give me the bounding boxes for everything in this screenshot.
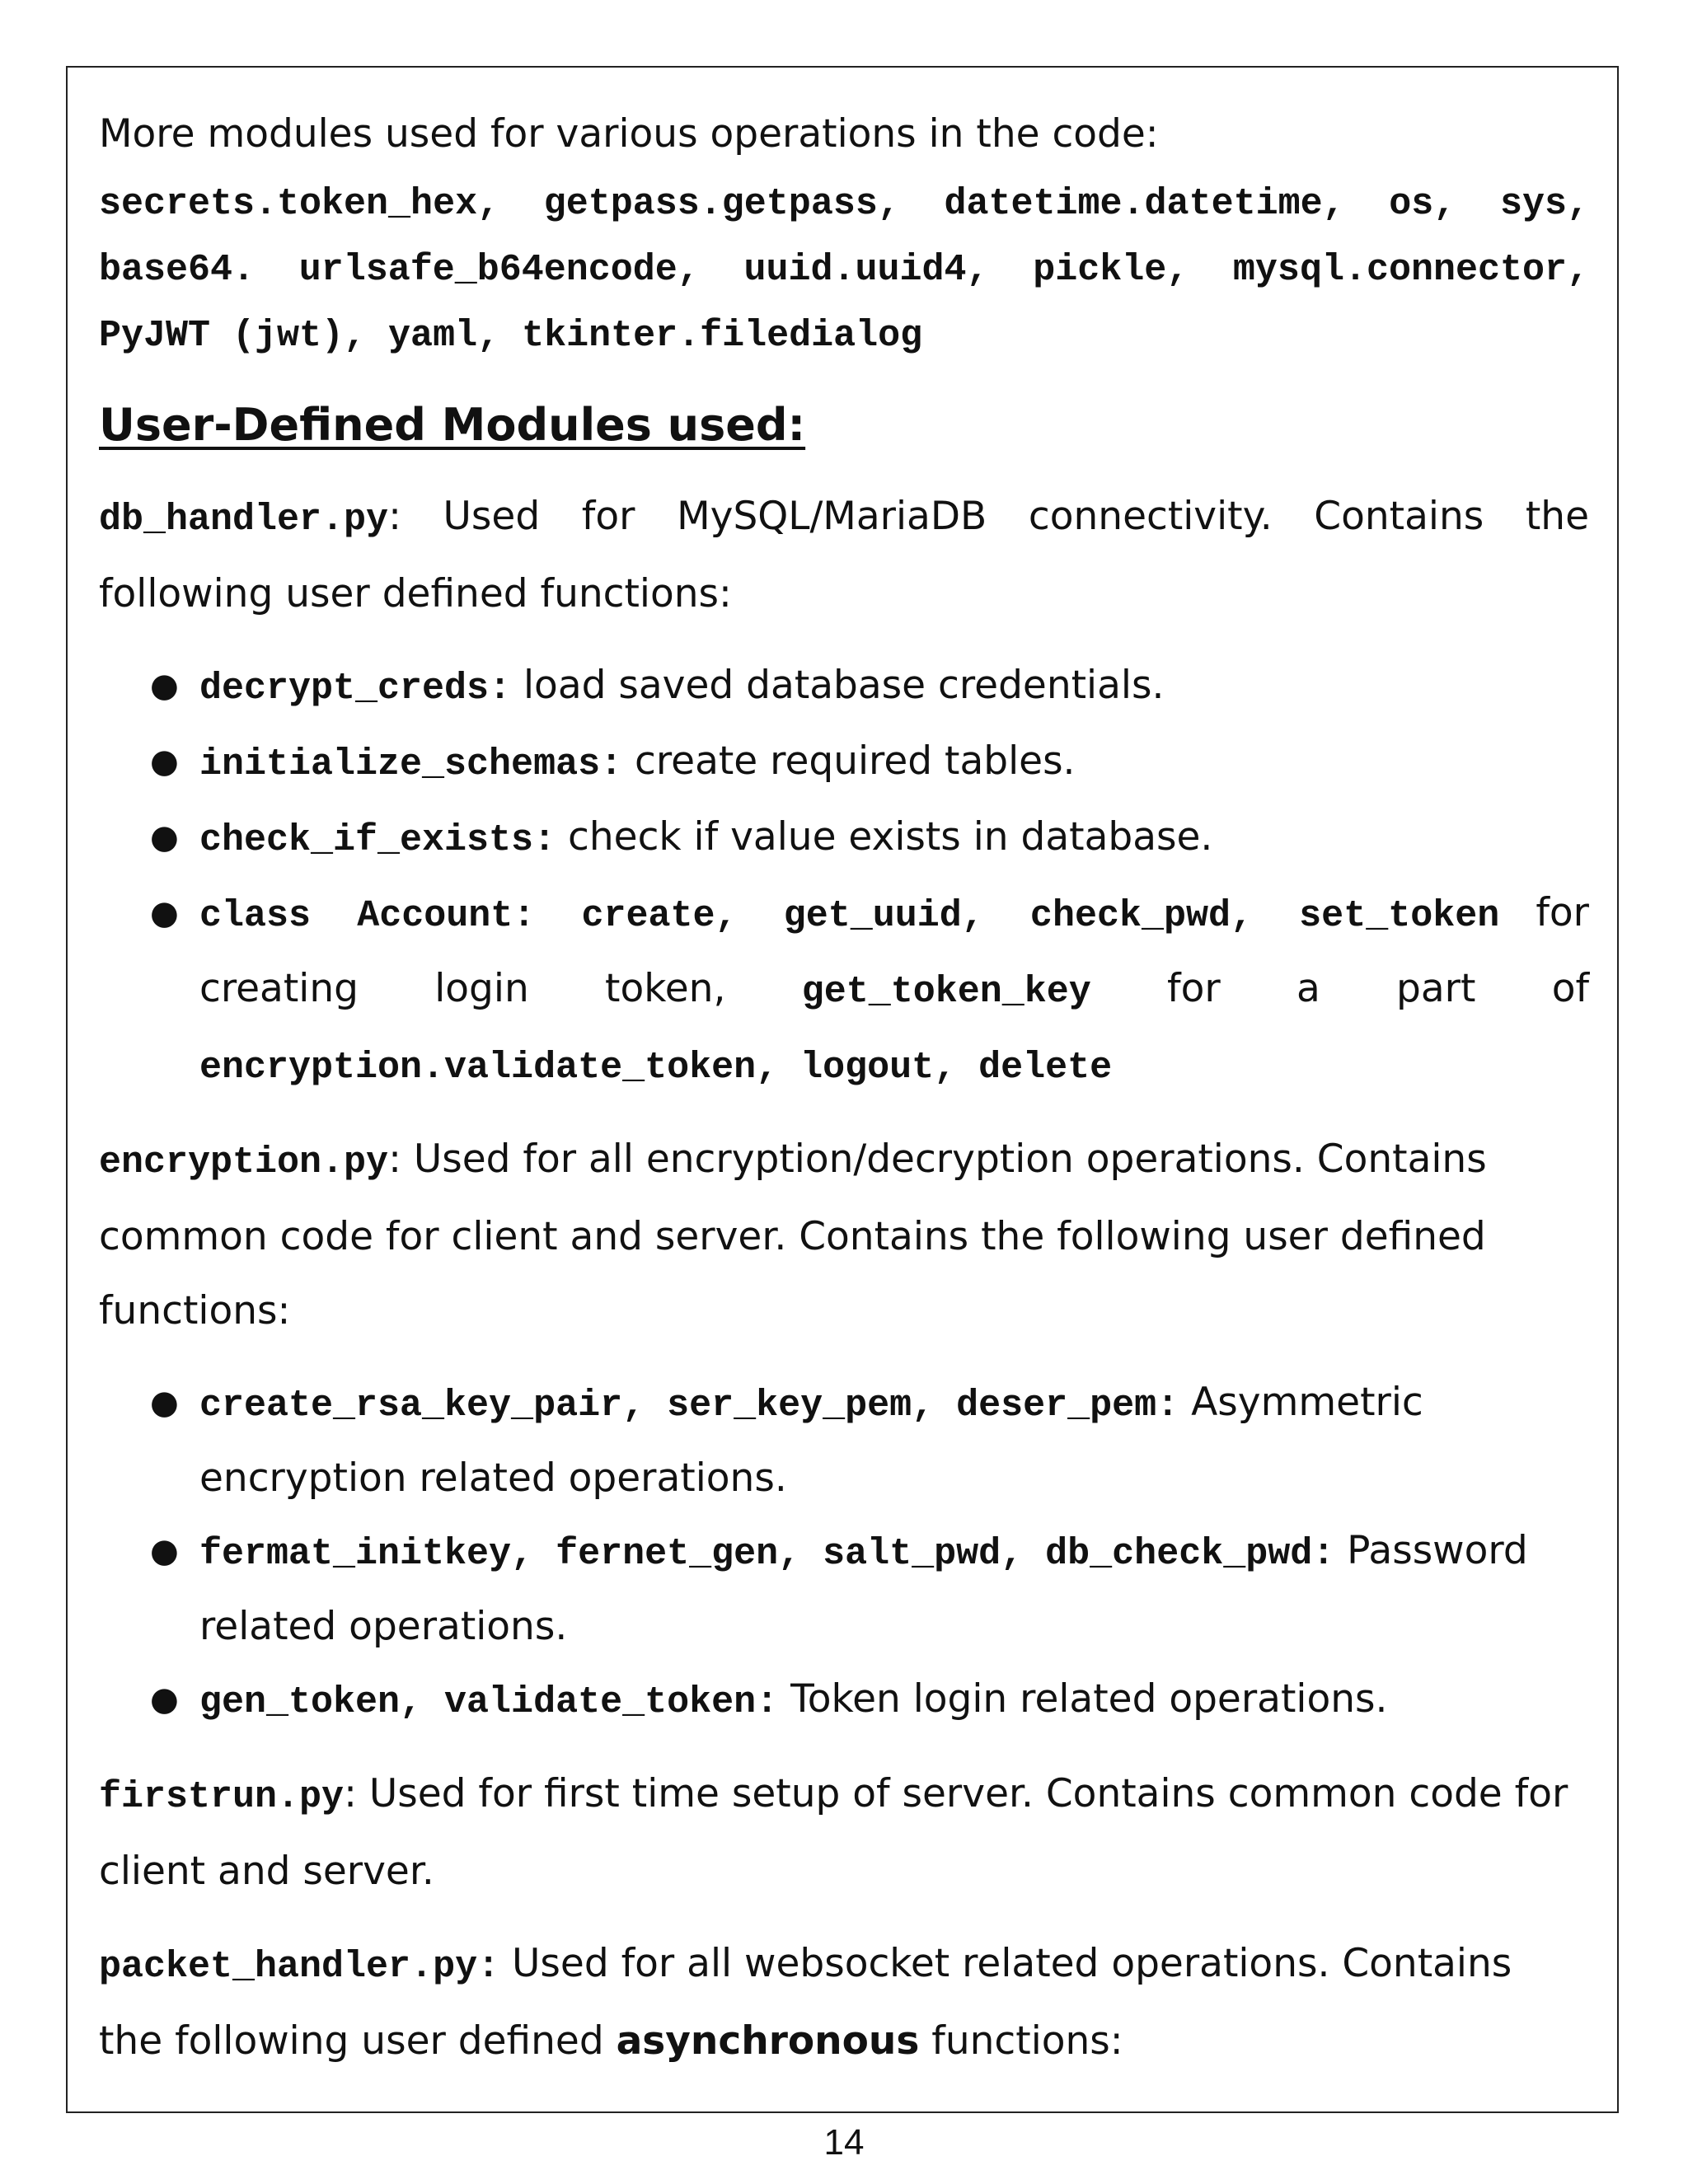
encryption-desc-line-2: common code for client and server. Contains the following user defined <box>99 1214 1486 1259</box>
list-item-account-class <box>99 877 1589 1104</box>
emphasis-asynchronous: asynchronous <box>616 2018 920 2064</box>
page-content <box>99 97 1589 2079</box>
packet-handler-desc-line-2: the following user defined asynchronous functions: <box>99 2018 1123 2064</box>
page-number: 14 <box>823 2122 865 2163</box>
account-line-2: creating login token, get_token_key for a part of <box>199 966 1590 1013</box>
list-item: ● decrypt_creds: load saved database credentials. <box>99 649 1589 725</box>
list-item: ● create_rsa_key_pair, ser_key_pem, deser_pem: Asymmetric encryption related operations. <box>99 1366 1589 1515</box>
db-handler-function-list <box>99 649 1589 1104</box>
list-item: ● gen_token, validate_token: Token login related operations. <box>99 1663 1589 1739</box>
bullet-icon: ● <box>150 743 179 780</box>
encryption-function-list <box>99 1366 1589 1739</box>
modules-line-3: PyJWT (jwt), yaml, tkinter.filedialog <box>99 315 923 357</box>
packet-handler-desc-line-1: packet_handler.py: Used for all websocket related operations. Contains <box>99 1941 1512 1988</box>
account-line-3: encryption.validate_token, logout, delete <box>199 1047 1113 1089</box>
bullet-icon: ● <box>150 1532 179 1570</box>
bullet-icon: ● <box>150 1384 179 1422</box>
account-line-1: class Account: create, get_uuid, check_pwd, set_token for <box>199 890 1589 937</box>
db-handler-desc: : Used for MySQL/MariaDB connectivity. Contains the <box>388 494 1589 539</box>
builtin-modules-list <box>99 171 1589 369</box>
bullet-icon: ● <box>150 818 179 856</box>
bullet-icon: ● <box>150 667 179 705</box>
list-item: ● check_if_exists: check if value exists in database. <box>99 801 1589 877</box>
encryption-desc-line-3: functions: <box>99 1288 291 1333</box>
bullet-icon: ● <box>150 1680 179 1718</box>
encryption-module-name: encryption.py <box>99 1141 389 1183</box>
db-handler-desc-line-1 <box>99 480 1589 557</box>
db-handler-desc-line-2: following user defined functions: <box>99 571 732 616</box>
list-item: ● initialize_schemas: create required tables. <box>99 725 1589 801</box>
modules-line-2: base64. urlsafe_b64encode, uuid.uuid4, pickle, mysql.connector, <box>99 249 1589 291</box>
firstrun-desc-line-1: firstrun.py: Used for first time setup of server. Contains common code for <box>99 1771 1568 1818</box>
firstrun-module-name: firstrun.py <box>99 1776 345 1818</box>
section-heading: User-Defined Modules used: <box>99 399 806 451</box>
db-handler-module-name: db_handler.py <box>99 499 389 541</box>
firstrun-desc-line-2: client and server. <box>99 1849 434 1894</box>
modules-line-1: secrets.token_hex, getpass.getpass, datetime.datetime, os, sys, <box>99 183 1589 225</box>
bullet-icon: ● <box>150 894 179 932</box>
encryption-desc-line-1: encryption.py: Used for all encryption/decryption operations. Contains <box>99 1137 1487 1183</box>
list-item: ● fermat_initkey, fernet_gen, salt_pwd, db_check_pwd: Password related operations. <box>99 1515 1589 1663</box>
packet-handler-module-name: packet_handler.py: <box>99 1946 500 1988</box>
intro-text: More modules used for various operations in the code: <box>99 111 1159 157</box>
